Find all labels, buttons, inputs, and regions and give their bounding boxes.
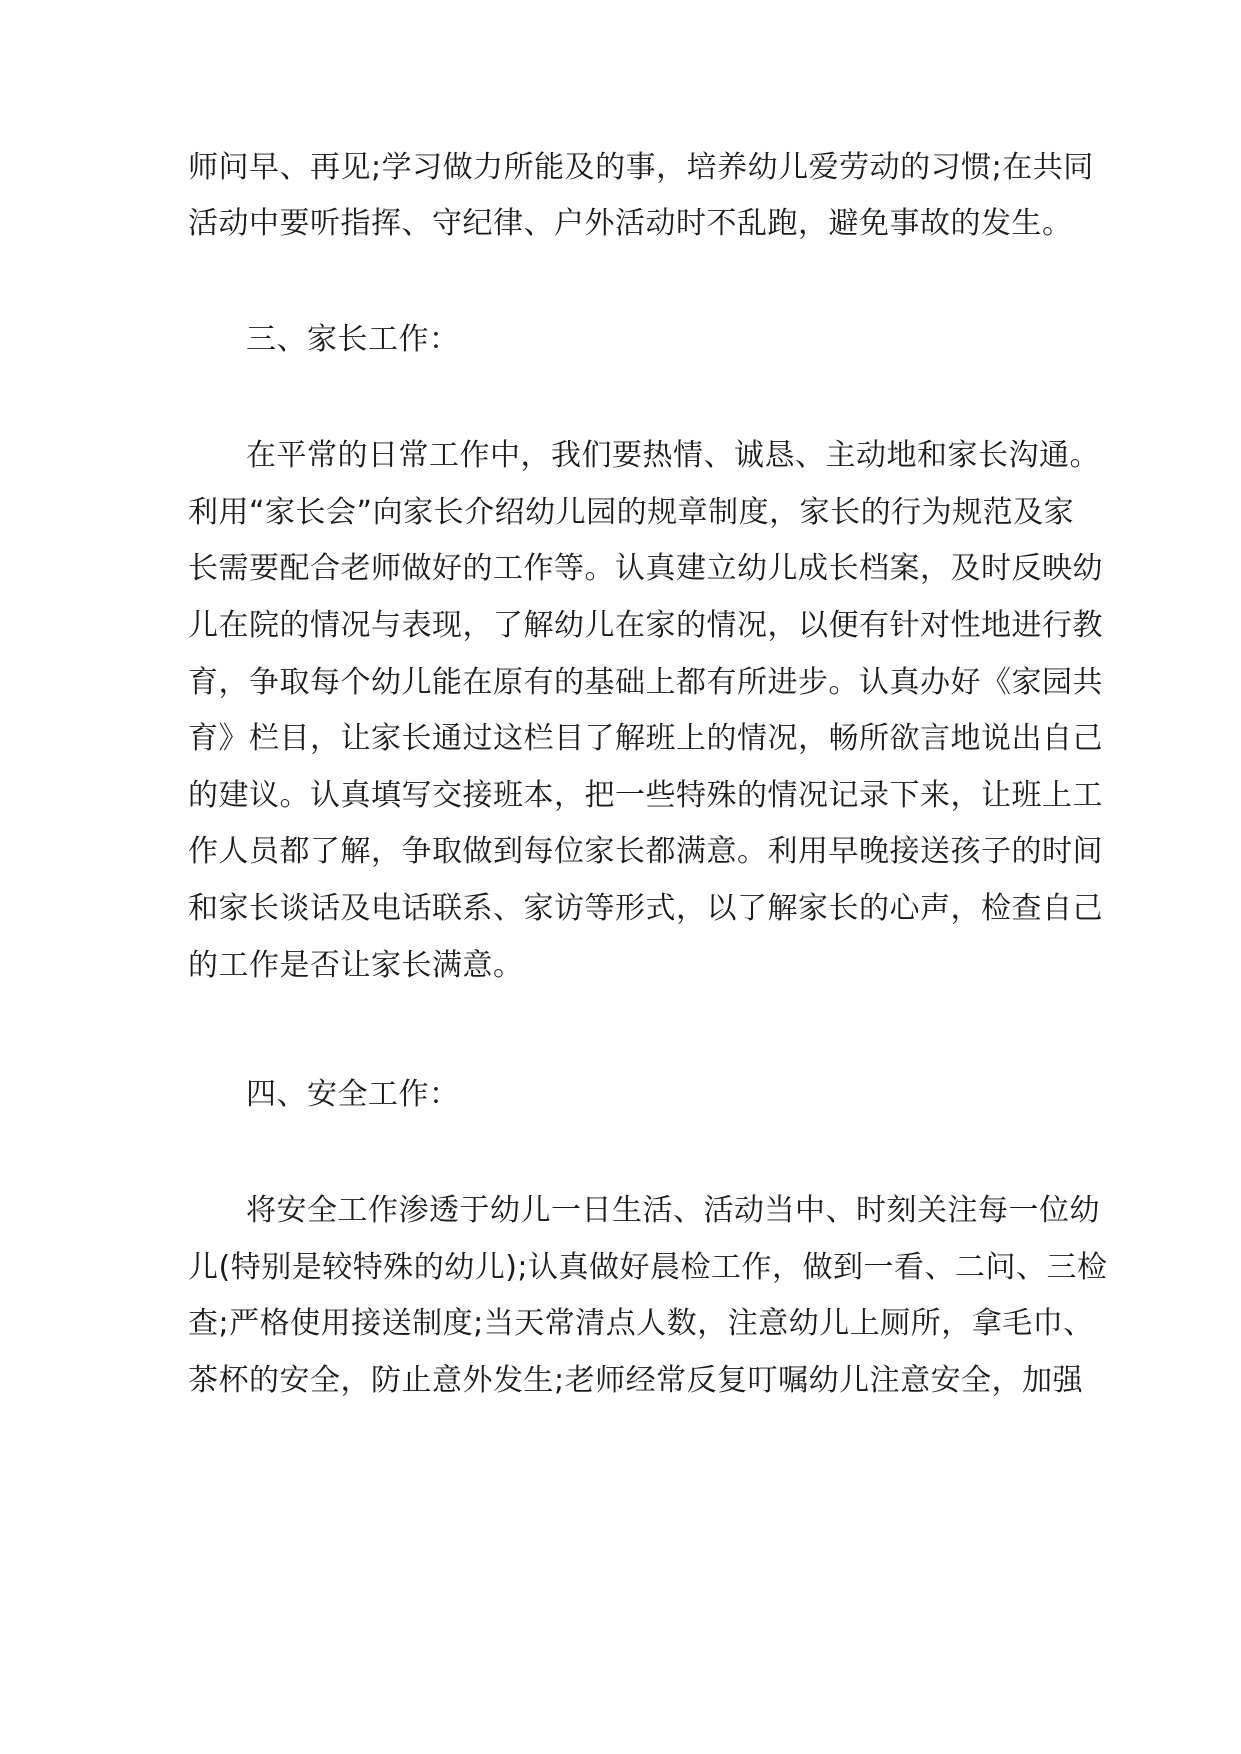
paragraph-line: 将安全工作渗透于幼儿一日生活、活动当中、时刻关注每一位幼	[246, 1193, 1100, 1228]
paragraph-line: 茶杯的安全，防止意外发生;老师经常反复叮嘱幼儿注意安全，加强	[188, 1363, 1084, 1398]
paragraph-line: 活动中要听指挥、守纪律、户外活动时不乱跑，避免事故的发生。	[188, 206, 1073, 241]
paragraph-line: 师问早、再见;学习做力所能及的事，培养幼儿爱劳动的习惯;在共同	[188, 150, 1094, 185]
paragraph-line: 和家长谈话及电话联系、家访等形式，以了解家长的心声，检查自己	[188, 891, 1103, 926]
paragraph-line: 长需要配合老师做好的工作等。认真建立幼儿成长档案，及时反映幼	[188, 551, 1103, 586]
paragraph-line: 育》栏目，让家长通过这栏目了解班上的情况，畅所欲言地说出自己	[188, 721, 1103, 756]
section-heading-parent-work: 三、家长工作：	[246, 322, 460, 357]
paragraph-line: 儿在院的情况与表现，了解幼儿在家的情况，以便有针对性地进行教	[188, 608, 1103, 643]
paragraph-line: 作人员都了解，争取做到每位家长都满意。利用早晚接送孩子的时间	[188, 834, 1103, 869]
paragraph-line: 的建议。认真填写交接班本，把一些特殊的情况记录下来，让班上工	[188, 778, 1103, 813]
paragraph-line: 育，争取每个幼儿能在原有的基础上都有所进步。认真办好《家园共	[188, 665, 1103, 700]
section-heading-safety-work: 四、安全工作：	[246, 1077, 460, 1112]
paragraph-line: 查;严格使用接送制度;当天常清点人数，注意幼儿上厕所，拿毛巾、	[188, 1306, 1094, 1341]
paragraph-line: 在平常的日常工作中，我们要热情、诚恳、主动地和家长沟通。	[246, 438, 1100, 473]
paragraph-line: 的工作是否让家长满意。	[188, 948, 524, 983]
paragraph-line: 儿(特别是较特殊的幼儿);认真做好晨检工作，做到一看、二问、三检	[188, 1250, 1108, 1285]
paragraph-line: 利用“家长会”向家长介绍幼儿园的规章制度，家长的行为规范及家	[188, 495, 1075, 530]
